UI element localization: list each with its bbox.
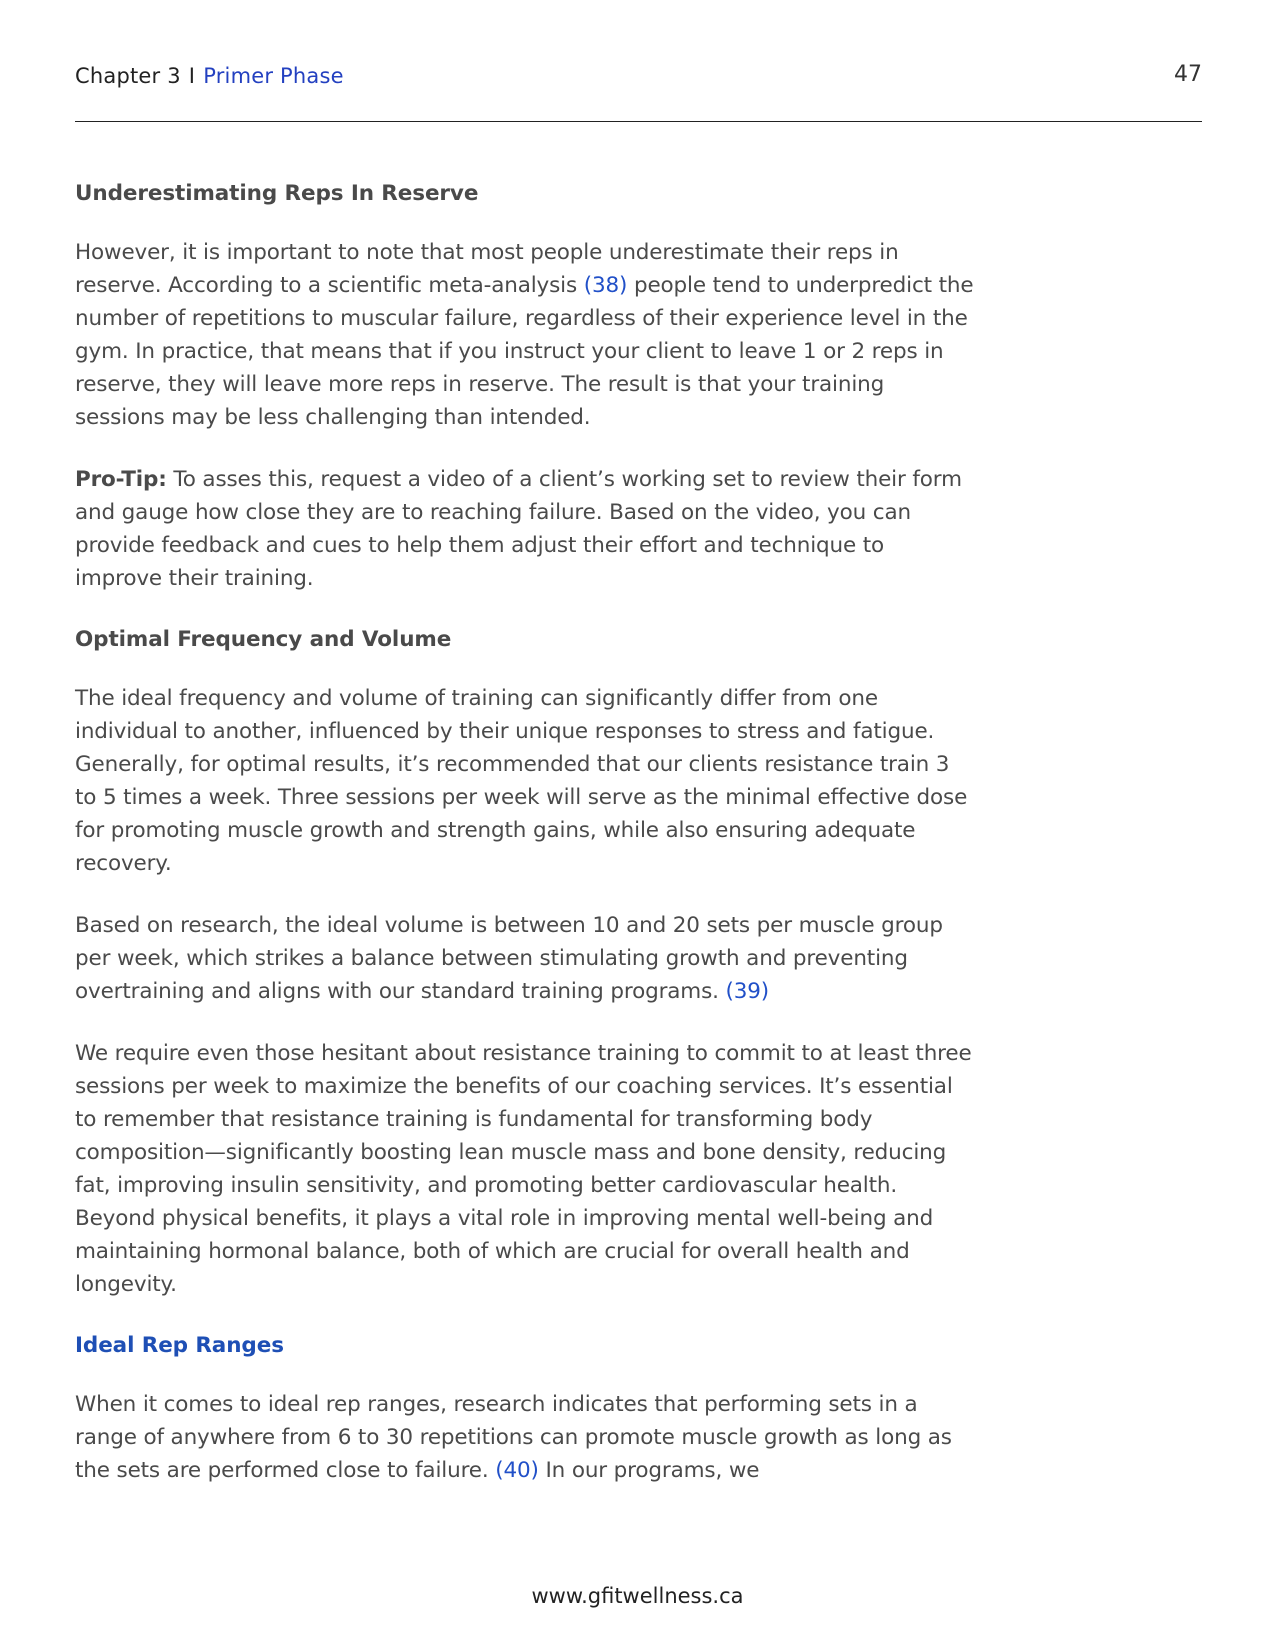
citation-39[interactable]: (39) <box>725 979 770 1004</box>
text-segment: In our programs, we <box>538 1458 760 1483</box>
text-segment: However, it is important to note that most people underestimate their reps in reserve. According to a scientific meta-analysis <box>75 240 899 298</box>
text-segment: Based on research, the ideal volume is between 10 and 20 sets per muscle group per week, which strikes a balance between stimulating growth and preventing overtraining and aligns with our standard training programs. <box>75 913 943 1004</box>
text-segment: To asses this, request a video of a client’s working set to review their form and gauge how close they are to reaching failure. Based on the video, you can provide feedback and cues to help them adjust their effort and technique to improve their training. <box>75 467 962 591</box>
citation-38[interactable]: (38) <box>583 273 628 298</box>
heading-ideal-rep-ranges: Ideal Rep Ranges <box>75 1333 284 1358</box>
paragraph-reps-in-reserve <box>75 236 975 434</box>
footer-url[interactable]: www.gfitwellness.ca <box>531 1584 744 1608</box>
paragraph-frequency: The ideal frequency and volume of training can significantly differ from one individual to another, influenced by their unique responses to stress and fatigue. Generally, for optimal results, it’s recommended that our clients resistance train 3 to 5 times a week. Three sessions per week will serve as the minimal effective dose for promoting muscle growth and strength gains, while also ensuring adequate recovery. <box>75 686 968 876</box>
header-divider <box>75 121 1202 122</box>
page-header <box>75 60 1202 90</box>
chapter-number: Chapter 3 <box>75 64 181 88</box>
page-footer <box>0 1584 1275 1608</box>
heading-reps-in-reserve: Underestimating Reps In Reserve <box>75 181 479 206</box>
chapter-label <box>75 64 344 88</box>
page-number: 47 <box>1174 62 1202 87</box>
heading-frequency-volume: Optimal Frequency and Volume <box>75 627 452 652</box>
paragraph-commitment: We require even those hesitant about resistance training to commit to at least three sessions per week to maximize the benefits of our coaching services. It’s essential to remember that resistance training is fundamental for transforming body composition—significantly boosting lean muscle mass and bone density, reducing fat, improving insulin sensitivity, and promoting better cardiovascular health. Beyond physical benefits, it plays a vital role in improving mental well-being and maintaining hormonal balance, both of which are crucial for overall health and longevity. <box>75 1041 972 1297</box>
citation-40[interactable]: (40) <box>495 1458 539 1483</box>
section-title: Primer Phase <box>203 64 344 88</box>
pro-tip-label: Pro-Tip: <box>75 467 167 492</box>
text-segment: people tend to underpredict the number of repetitions to muscular failure, regardless of their experience level in the gym. In practice, that means that if you instruct your client to leave 1 or 2 reps in reserve, they will leave more reps in reserve. The result is that your training sessions may be less challenging than intended. <box>75 273 974 430</box>
paragraph-pro-tip <box>75 463 975 595</box>
text-segment: When it comes to ideal rep ranges, research indicates that performing sets in a range of anywhere from 6 to 30 repetitions can promote muscle growth as long as the sets are performed close to failure. <box>75 1392 952 1483</box>
page-content <box>75 178 975 1487</box>
header-separator: I <box>188 64 196 88</box>
paragraph-volume <box>75 909 975 1008</box>
paragraph-rep-ranges <box>75 1388 975 1487</box>
